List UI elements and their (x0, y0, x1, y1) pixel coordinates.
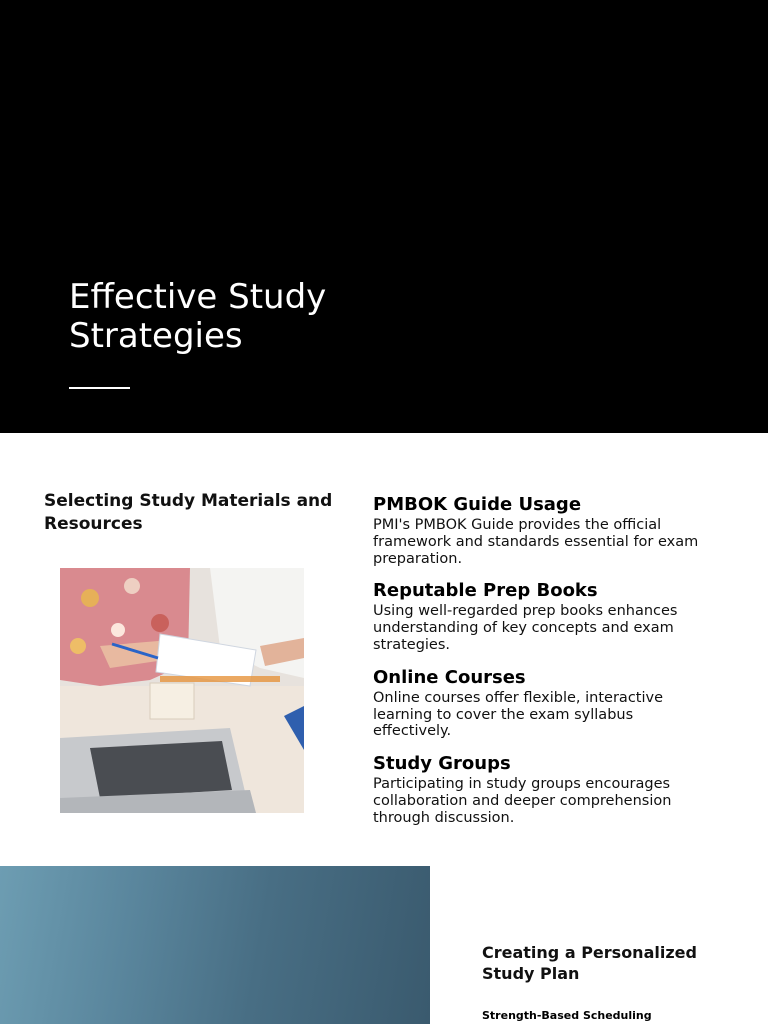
item-description: Using well-regarded prep books enhances understanding of key concepts and exam strategies. (373, 603, 678, 653)
item-title: Study Groups (373, 753, 511, 775)
section-heading: Selecting Study Materials and Resources (44, 491, 333, 534)
item-title: Online Courses (373, 666, 526, 688)
study-photo-illustration (60, 568, 304, 813)
list-item (373, 494, 713, 567)
slide-title: Effective Study Strategies (69, 277, 327, 356)
list-item (373, 667, 713, 740)
list-item (373, 753, 713, 826)
item-description: PMI's PMBOK Guide provides the official framework and standards essential for exam preparation. (373, 517, 699, 567)
item-title: PMBOK Guide Usage (373, 494, 582, 515)
item-description: Participating in study groups encourages collaboration and deeper comprehension through discussion. (373, 776, 672, 826)
subsection-title: Strength-Based Scheduling (482, 1009, 652, 1022)
study-plan-slide (0, 866, 768, 1024)
item-description: Online courses offer flexible, interactive learning to cover the exam syllabus effectively. (373, 689, 664, 740)
study-photo (60, 568, 304, 813)
background-image (0, 866, 430, 1024)
item-title: Reputable Prep Books (373, 580, 598, 602)
section-heading: Creating a Personalized Study Plan (482, 943, 697, 983)
list-item (373, 580, 713, 653)
title-slide (0, 0, 768, 433)
materials-slide (0, 433, 768, 866)
materials-list (373, 494, 713, 840)
title-underline (69, 387, 130, 389)
